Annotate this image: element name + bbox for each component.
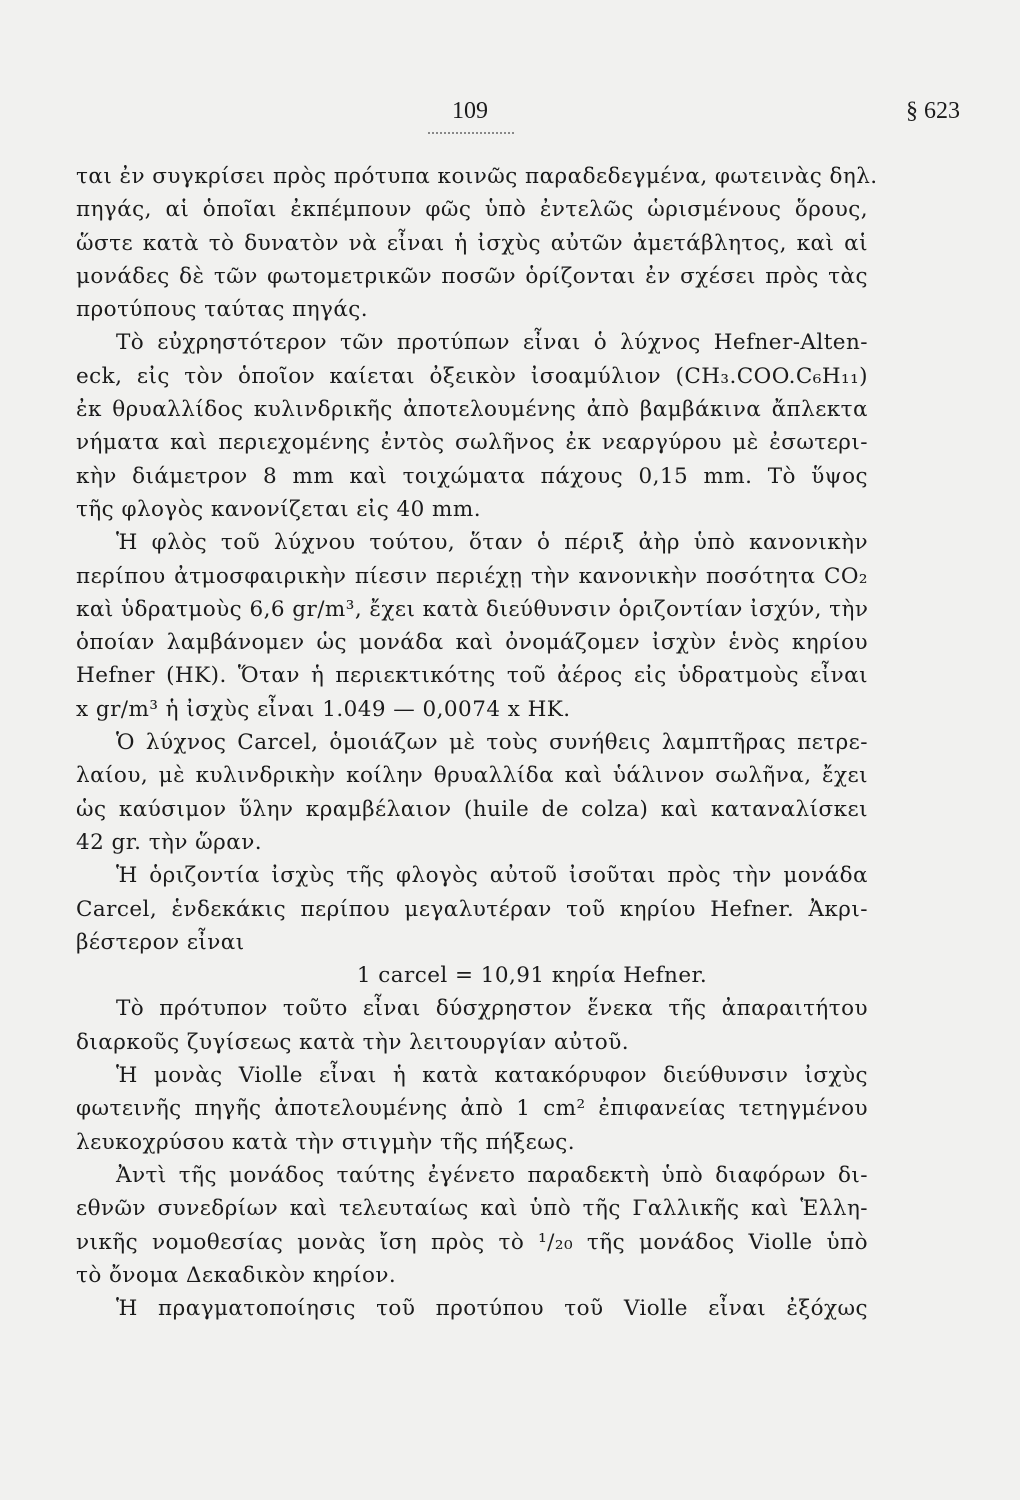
text-line: ται ἐν συγκρίσει πρὸς πρότυπα κοινῶς παραδεδεγμένα, φωτεινὰς δηλ. [76,164,878,189]
text-line: Τὸ πρότυπον τοῦτο εἶναι δύσχρηστον ἕνεκα τῆς ἀπαραιτήτου [116,996,868,1022]
text-line: x gr/m³ ἡ ἰσχὺς εἶναι 1.049 — 0,0074 x HK. [76,696,571,722]
text-line: Hefner (HK). Ὅταν ἡ περιεκτικότης τοῦ ἀέρος εἰς ὑδρατμοὺς εἶναι [76,663,868,689]
text-line: Ἀντὶ τῆς μονάδος ταύτης ἐγένετο παραδεκτὴ ὑπὸ διαφόρων δι- [116,1162,868,1188]
text-line: διαρκοῦς ζυγίσεως κατὰ τὴν λειτουργίαν αὐτοῦ. [76,1029,629,1055]
text-line: προτύπους ταύτας πηγάς. [76,297,369,323]
text-line: μονάδες δὲ τῶν φωτομετρικῶν ποσῶν ὁρίζονται ἐν σχέσει πρὸς τὰς [76,263,868,289]
page-number: 109 [452,98,488,124]
text-line: λευκοχρύσου κατὰ τὴν στιγμὴν τῆς πήξεως. [76,1129,576,1155]
text-line: πηγάς, αἱ ὁποῖαι ἐκπέμπουν φῶς ὑπὸ ἐντελῶς ὡρισμένους ὅρους, [76,197,868,223]
text-line: φωτεινῆς πηγῆς ἀποτελουμένης ἀπὸ 1 cm² ἐπιφανείας τετηγμένου [76,1096,868,1122]
text-line: ὡς καύσιμον ὕλην κραμβέλαιον (huile de colza) καὶ καταναλίσκει [76,796,868,822]
text-line: βέστερον εἶναι [76,929,245,955]
text-line: Ἡ πραγματοποίησις τοῦ προτύπου τοῦ Violle εἶναι ἐξόχως [116,1296,868,1322]
text-line: Ἡ ὁριζοντία ἰσχὺς τῆς φλογὸς αὐτοῦ ἰσοῦται πρὸς τὴν μονάδα [116,863,868,889]
text-line: Carcel, ἑνδεκάκις περίπου μεγαλυτέραν τοῦ κηρίου Hefner. Ἀκρι- [76,896,868,922]
text-line: λαίου, μὲ κυλινδρικὴν κοίλην θρυαλλίδα καὶ ὑάλινον σωλῆνα, ἔχει [76,763,868,789]
text-line: τῆς φλογὸς κανονίζεται εἰς 40 mm. [76,496,481,522]
equation-line: 1 carcel = 10,91 κηρία Hefner. [356,963,708,989]
text-line: κὴν διάμετρον 8 mm καὶ τοιχώματα πάχους 0,15 mm. Τὸ ὕψος [76,463,868,489]
text-line: τὸ ὄνομα Δεκαδικὸν κηρίον. [76,1262,397,1288]
text-line: ὁποίαν λαμβάνομεν ὡς μονάδα καὶ ὀνομάζομεν ἰσχὺν ἑνὸς κηρίου [76,630,868,656]
text-line: Ὁ λύχνος Carcel, ὁμοιάζων μὲ τοὺς συνήθεις λαμπτῆρας πετρε- [116,730,868,756]
header-rule [428,132,514,134]
text-line: ὥστε κατὰ τὸ δυνατὸν νὰ εἶναι ἡ ἰσχὺς αὐτῶν ἀμετάβλητος, καὶ αἱ [76,230,868,256]
text-line: ἐκ θρυαλλίδος κυλινδρικῆς ἀποτελουμένης ἀπὸ βαμβάκινα ἄπλεκτα [76,397,868,423]
text-line: Ἡ φλὸς τοῦ λύχνου τούτου, ὅταν ὁ πέριξ ἀὴρ ὑπὸ κανονικὴν [116,530,868,556]
text-line: νικῆς νομοθεσίας μονὰς ἴση πρὸς τὸ ¹/₂₀ τῆς μονάδος Violle ὑπὸ [76,1229,868,1255]
text-line: καὶ ὑδρατμοὺς 6,6 gr/m³, ἔχει κατὰ διεύθυνσιν ὁριζοντίαν ἰσχύν, τὴν [76,596,869,622]
text-line: νήματα καὶ περιεχομένης ἐντὸς σωλῆνος ἐκ νεαργύρου μὲ ἐσωτερι- [76,430,868,456]
body-text [76,160,878,1325]
text-line: 42 gr. τὴν ὥραν. [76,829,263,855]
text-line: περίπου ἀτμοσφαιρικὴν πίεσιν περιέχῃ τὴν κανονικὴν ποσότητα CO₂ [76,563,868,589]
text-line: εθνῶν συνεδρίων καὶ τελευταίως καὶ ὑπὸ τῆς Γαλλικῆς καὶ Ἑλλη- [76,1196,868,1222]
text-line: eck, εἰς τὸν ὁποῖον καίεται ὀξεικὸν ἰσοαμύλιον (CH₃.COO.C₆H₁₁) [76,363,868,389]
page-header [0,98,1020,138]
text-line: Ἡ μονὰς Violle εἶναι ἡ κατὰ κατακόρυφον διεύθυνσιν ἰσχὺς [116,1063,868,1089]
section-number: § 623 [906,98,960,124]
text-line: Τὸ εὐχρηστότερον τῶν προτύπων εἶναι ὁ λύχνος Hefner-Alten- [116,330,868,356]
